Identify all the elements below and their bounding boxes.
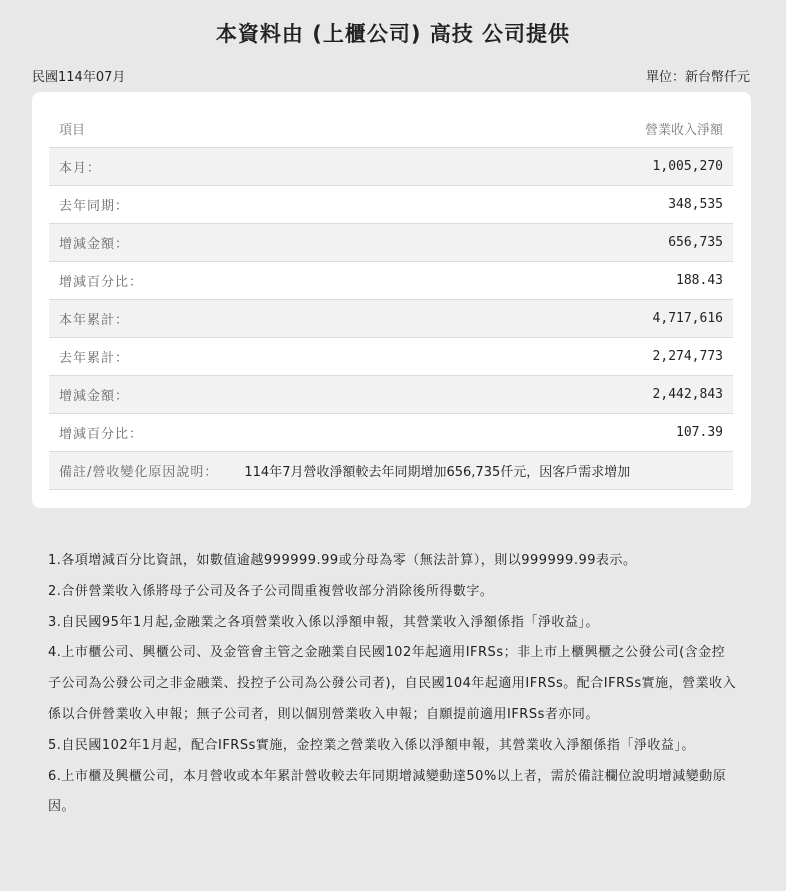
row-label: 本月：: [49, 148, 401, 186]
note-item: 4.上市櫃公司、興櫃公司、及金管會主管之金融業自民國102年起適用IFRSs；非上市上櫃興櫃之公發公司(含金控子公司為公發公司之非金融業、投控子公司為公發公司者)，自民國104年起適用IFRSs。配合IFRSs實施，營業收入係以合併營業收入申報；無子公司者，則以個別營業收入申報；自願提前適用IFRSs者亦同。: [48, 645, 737, 722]
note-item: 6.上市櫃及興櫃公司，本月營收或本年累計營收較去年同期增減變動達50%以上者，需於備註欄位說明增減變動原因。: [48, 768, 727, 815]
table-row: [49, 300, 733, 338]
row-value: 188.43: [401, 262, 733, 300]
table-row: [49, 338, 733, 376]
note-item: 5.自民國102年1月起，配合IFRSs實施，金控業之營業收入係以淨額申報，其營業收入淨額係指「淨收益」。: [48, 737, 695, 753]
revenue-card: [32, 92, 751, 508]
note-item: 1.各項增減百分比資訊，如數值逾越999999.99或分母為零（無法計算），則以999999.99表示。: [48, 553, 637, 568]
notes-list: [48, 546, 738, 823]
table-row: [49, 262, 733, 300]
table-row: [49, 224, 733, 262]
row-value: 1,005,270: [401, 148, 733, 186]
row-value: 348,535: [401, 186, 733, 224]
table-row: [49, 414, 733, 452]
table-header-row: [49, 110, 733, 148]
column-header-item: 項目: [49, 110, 401, 148]
table-row: [49, 186, 733, 224]
remark-text: 114年7月營收淨額較去年同期增加656,735仟元，因客戶需求增加: [244, 465, 631, 480]
note-item: 2.合併營業收入係將母子公司及各子公司間重複營收部分消除後所得數字。: [48, 583, 494, 599]
row-label: 本年累計：: [49, 300, 401, 338]
revenue-table: [49, 110, 733, 490]
row-value: 107.39: [401, 414, 733, 452]
row-label: 去年同期：: [49, 186, 401, 224]
row-label: 增減百分比：: [49, 414, 401, 452]
remark-row: [49, 452, 733, 490]
row-label: 去年累計：: [49, 338, 401, 376]
column-header-net-revenue: 營業收入淨額: [401, 110, 733, 148]
report-period: 民國114年07月: [32, 70, 126, 85]
table-row: [49, 376, 733, 414]
note-item: 3.自民國95年1月起,金融業之各項營業收入係以淨額申報，其營業收入淨額係指「淨收益」。: [48, 614, 599, 630]
remark-label: 備註/營收變化原因說明：: [59, 465, 219, 480]
row-label: 增減金額：: [49, 224, 401, 262]
row-value: 4,717,616: [401, 300, 733, 338]
row-value: 2,442,843: [401, 376, 733, 414]
table-row: [49, 148, 733, 186]
row-value: 2,274,773: [401, 338, 733, 376]
currency-unit: 單位：新台幣仟元: [645, 70, 750, 85]
row-label: 增減金額：: [49, 376, 401, 414]
row-label: 增減百分比：: [49, 262, 401, 300]
remark-cell: [49, 452, 733, 490]
row-value: 656,735: [401, 224, 733, 262]
page-title: 本資料由 (上櫃公司) 高技 公司提供: [215, 22, 571, 46]
